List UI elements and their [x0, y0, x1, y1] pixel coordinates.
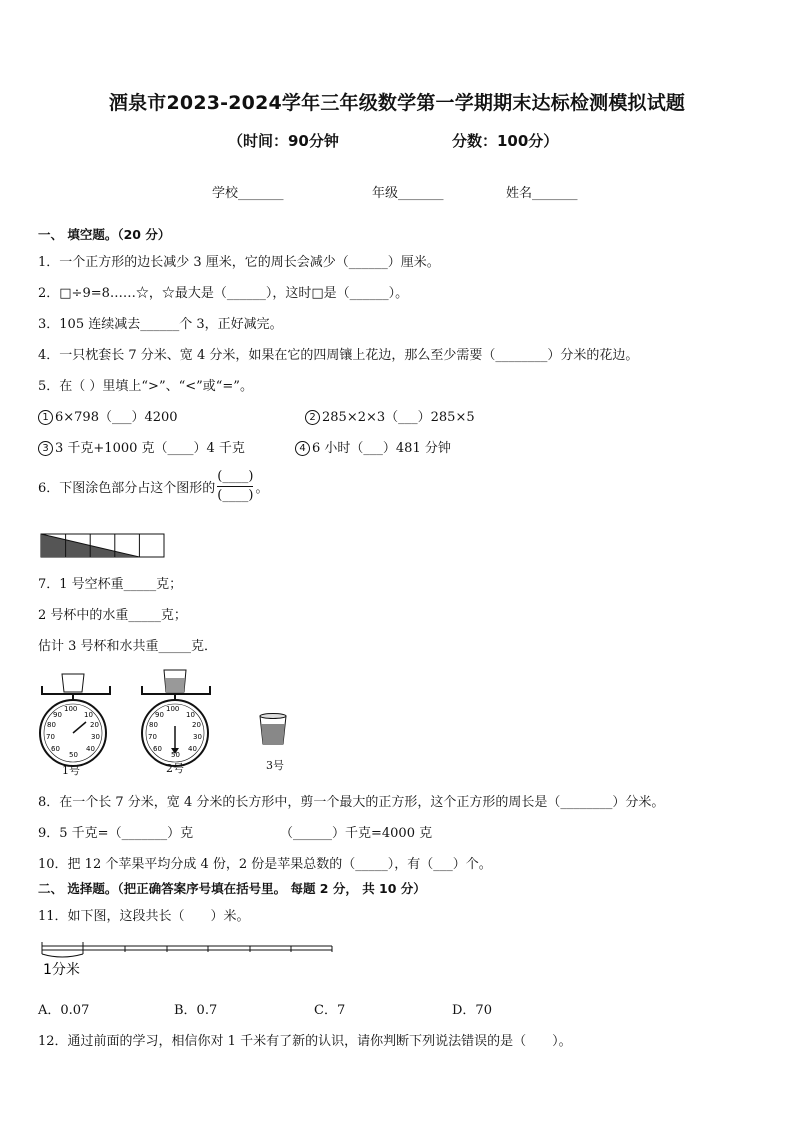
- dial-tick: 80: [47, 721, 56, 729]
- circled-number: 3: [38, 441, 53, 456]
- exam-time: （时间：90分钟: [228, 132, 339, 150]
- section2-heading: 二、 选择题。（把正确答案序号填在括号里。 每题 2 分， 共 10 分）: [38, 881, 426, 896]
- dial-tick: 10: [84, 711, 93, 719]
- q5-item-3: [38, 437, 245, 456]
- question-7-line2: 2 号杯中的水重_____克；: [38, 608, 187, 623]
- dial-tick: 20: [192, 721, 201, 729]
- question-7-line1: 7．1 号空杯重_____克；: [38, 577, 183, 592]
- shaded-bar-figure: [40, 533, 166, 559]
- cup-3: [260, 714, 286, 745]
- question-2: 2．□÷9=8……☆，☆最大是（______），这时□是（______）。: [38, 286, 409, 301]
- q5-item-4: [295, 437, 451, 456]
- dial-tick: 90: [53, 711, 62, 719]
- q6-end: 。: [255, 481, 269, 496]
- circled-number: 2: [305, 410, 320, 425]
- option-d[interactable]: D．70: [452, 1003, 492, 1018]
- scale-2-label: 2号: [166, 762, 184, 775]
- fraction-blank: [217, 468, 253, 505]
- question-10: 10．把 12 个苹果平均分成 4 份，2 份是苹果总数的（_____），有（___）个。: [38, 857, 492, 872]
- dial-tick: 80: [149, 721, 158, 729]
- ruler-label: 1分米: [43, 962, 80, 978]
- option-a[interactable]: A．0.07: [38, 1003, 90, 1018]
- question-5: 5．在（ ）里填上“>”、“<”或“=”。: [38, 379, 253, 394]
- question-4: 4．一只枕套长 7 分米、宽 4 分米，如果在它的四周镶上花边，那么至少需要（________）分米的花边。: [38, 348, 639, 363]
- dial-tick: 30: [91, 733, 100, 741]
- exam-score: 分数：100分）: [452, 132, 559, 150]
- question-9a: 9．5 千克=（_______）克: [38, 826, 194, 841]
- water-fill: [165, 678, 185, 692]
- dial-tick: 40: [86, 745, 95, 753]
- q5-item-text: 3 千克+1000 克（____）4 千克: [55, 441, 245, 456]
- page-title: 酒泉市2023-2024学年三年级数学第一学期期末达标检测模拟试题: [108, 92, 686, 114]
- question-1: 1．一个正方形的边长减少 3 厘米，它的周长会减少（______）厘米。: [38, 255, 440, 270]
- dial-tick: 90: [155, 711, 164, 719]
- dial-tick: 60: [51, 745, 60, 753]
- cup-3-label: 3号: [266, 759, 284, 772]
- section1-heading: 一、 填空题。（20 分）: [38, 227, 171, 242]
- dial-tick: 70: [46, 733, 55, 741]
- name-field[interactable]: 姓名_______: [506, 186, 578, 201]
- dial-tick: 20: [90, 721, 99, 729]
- dial-tick: 10: [186, 711, 195, 719]
- circled-number: 1: [38, 410, 53, 425]
- school-field[interactable]: 学校_______: [212, 186, 284, 201]
- grade-field[interactable]: 年级_______: [372, 186, 444, 201]
- dial-tick: 30: [193, 733, 202, 741]
- q5-item-text: 6×798（___）4200: [55, 410, 178, 425]
- dial-tick: 100: [166, 705, 180, 713]
- question-3: 3．105 连续减去______个 3，正好减完。: [38, 317, 283, 332]
- dial-tick: 40: [188, 745, 197, 753]
- option-b[interactable]: B．0.7: [174, 1003, 218, 1018]
- empty-cup-icon: [62, 674, 84, 692]
- dial-tick: 100: [64, 705, 78, 713]
- ruler-figure: [40, 940, 336, 980]
- fraction-denominator: (____): [217, 488, 254, 503]
- dial-tick: 50: [171, 751, 180, 759]
- question-12: 12．通过前面的学习，相信你对 1 千米有了新的认识，请你判断下列说法错误的是（ ）。: [38, 1034, 572, 1049]
- q5-item-text: 285×2×3（___）285×5: [322, 410, 475, 425]
- q5-item-1: [38, 406, 178, 425]
- q5-item-text: 6 小时（___）481 分钟: [312, 441, 451, 456]
- dial-tick: 50: [69, 751, 78, 759]
- circled-number: 4: [295, 441, 310, 456]
- scale-1: [40, 674, 110, 766]
- q5-item-2: [305, 406, 475, 425]
- q6-text: 6．下图涂色部分占这个图形的: [38, 481, 216, 496]
- question-6: [38, 468, 268, 505]
- option-c[interactable]: C．7: [314, 1003, 346, 1018]
- question-7-line3: 估计 3 号杯和水共重_____克．: [38, 639, 218, 654]
- fraction-numerator: (____): [217, 468, 253, 487]
- question-9b: （______）千克=4000 克: [280, 826, 433, 841]
- question-11: 11．如下图，这段共长（ ）米。: [38, 909, 250, 924]
- dial-tick: 70: [148, 733, 157, 741]
- scale-1-label: 1号: [62, 764, 80, 777]
- scale-2: [142, 670, 210, 766]
- question-8: 8．在一个长 7 分米，宽 4 分米的长方形中，剪一个最大的正方形，这个正方形的周长是（________）分米。: [38, 795, 665, 810]
- dial-tick: 60: [153, 745, 162, 753]
